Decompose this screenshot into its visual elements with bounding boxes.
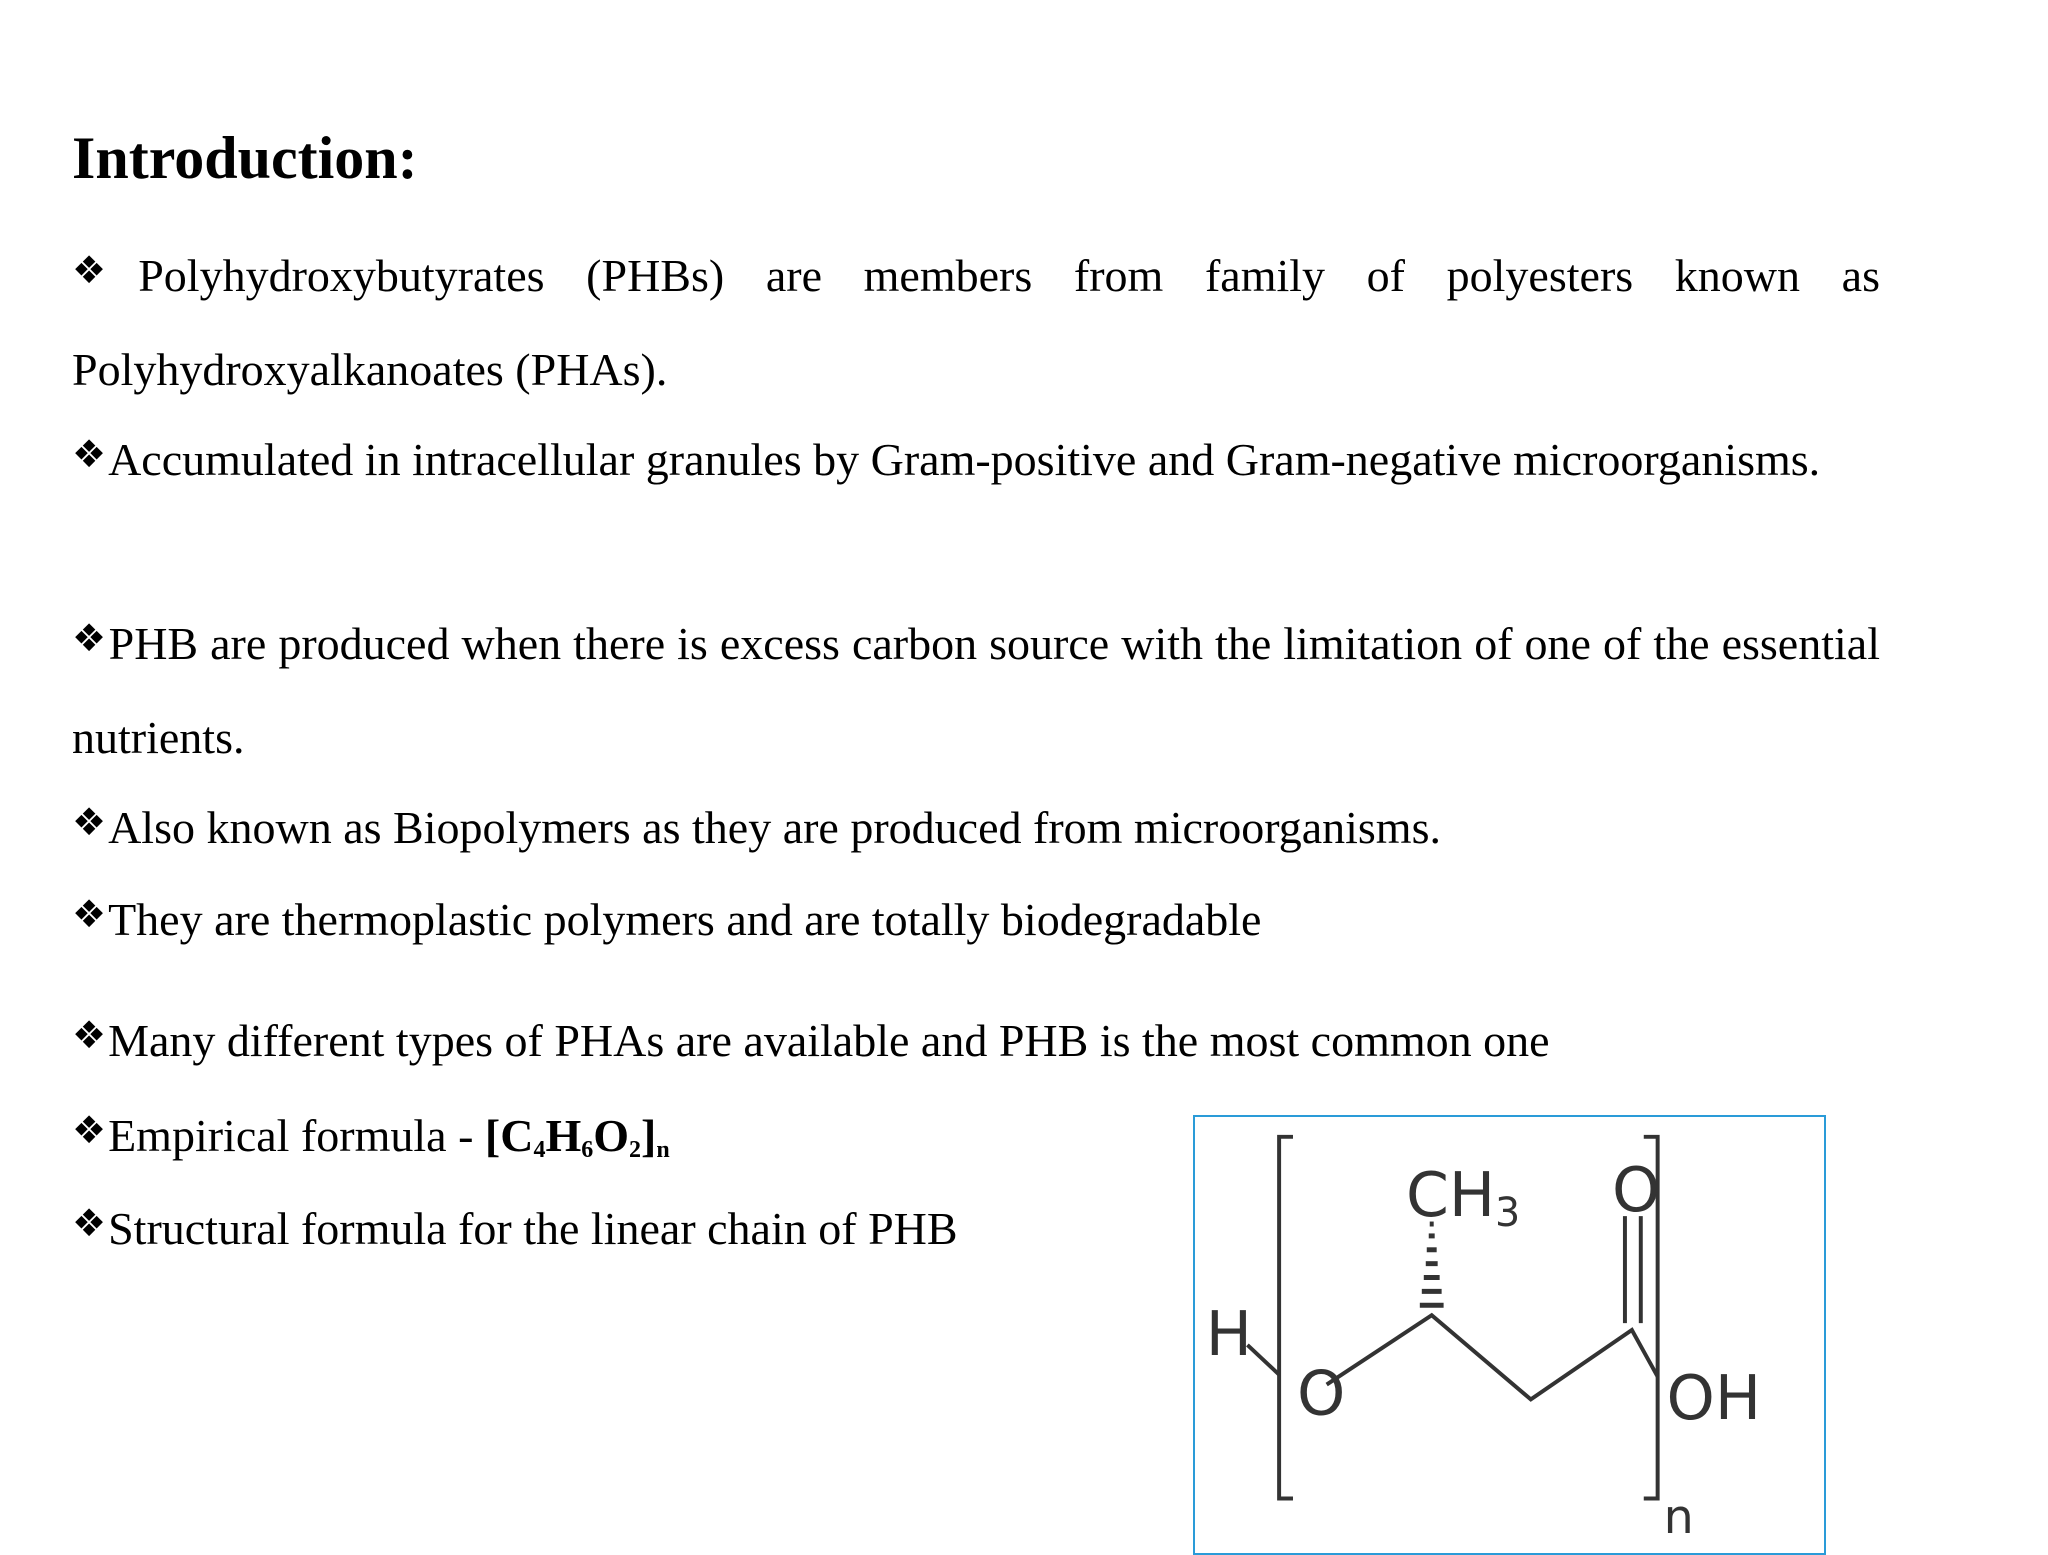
- bullet-item: ❖Polyhydroxybutyrates (PHBs) are members from family of polyesters known as Polyhydroxyalkanoates (PHAs).: [72, 248, 1880, 395]
- backbone-bonds: [1327, 1315, 1658, 1399]
- bullet-item: ❖Structural formula for the linear chain of PHB: [72, 1201, 958, 1254]
- bullet-icon: ❖: [72, 432, 107, 476]
- hydrogen-label: H: [1205, 1298, 1252, 1370]
- bullet-icon: ❖: [72, 892, 107, 936]
- phb-structure-svg: [1195, 1117, 1824, 1553]
- repeat-unit-label: n: [1663, 1490, 1694, 1546]
- bullet-icon: ❖: [72, 1201, 107, 1245]
- stereo-dash-bond: [1420, 1224, 1444, 1305]
- bullet-item: ❖PHB are produced when there is excess carbon source with the limitation of one of the essential nutrients.: [72, 616, 1880, 763]
- bullet-icon: ❖: [72, 1108, 107, 1152]
- carbonyl-oxygen-label: O: [1612, 1155, 1661, 1227]
- h-bond: [1247, 1345, 1279, 1375]
- empirical-formula-label: Empirical formula -: [108, 1110, 485, 1161]
- left-bracket: [1279, 1137, 1293, 1499]
- phb-structure-diagram: [1193, 1115, 1826, 1555]
- bullet-item: ❖Also known as Biopolymers as they are produced from microorganisms.: [72, 800, 1441, 853]
- bullet-item: ❖They are thermoplastic polymers and are totally biodegradable: [72, 892, 1262, 945]
- empirical-formula: $[C_4H_6O_2]_n$: [484, 1110, 670, 1163]
- bullet-icon: ❖: [72, 1013, 107, 1057]
- bullet-icon: ❖: [72, 800, 107, 844]
- bullet-item: ❖Accumulated in intracellular granules by Gram-positive and Gram-negative microorganisms.: [72, 432, 1821, 485]
- page-title: Introduction:: [72, 125, 418, 191]
- bullet-icon: ❖: [72, 248, 137, 292]
- bullet-icon: ❖: [72, 616, 107, 660]
- ester-oxygen-label: O: [1296, 1358, 1346, 1430]
- hydroxyl-label: OH: [1666, 1363, 1762, 1435]
- bullet-item: ❖Many different types of PHAs are available and PHB is the most common one: [72, 1013, 1550, 1066]
- methyl-label: CH3: [1405, 1160, 1521, 1236]
